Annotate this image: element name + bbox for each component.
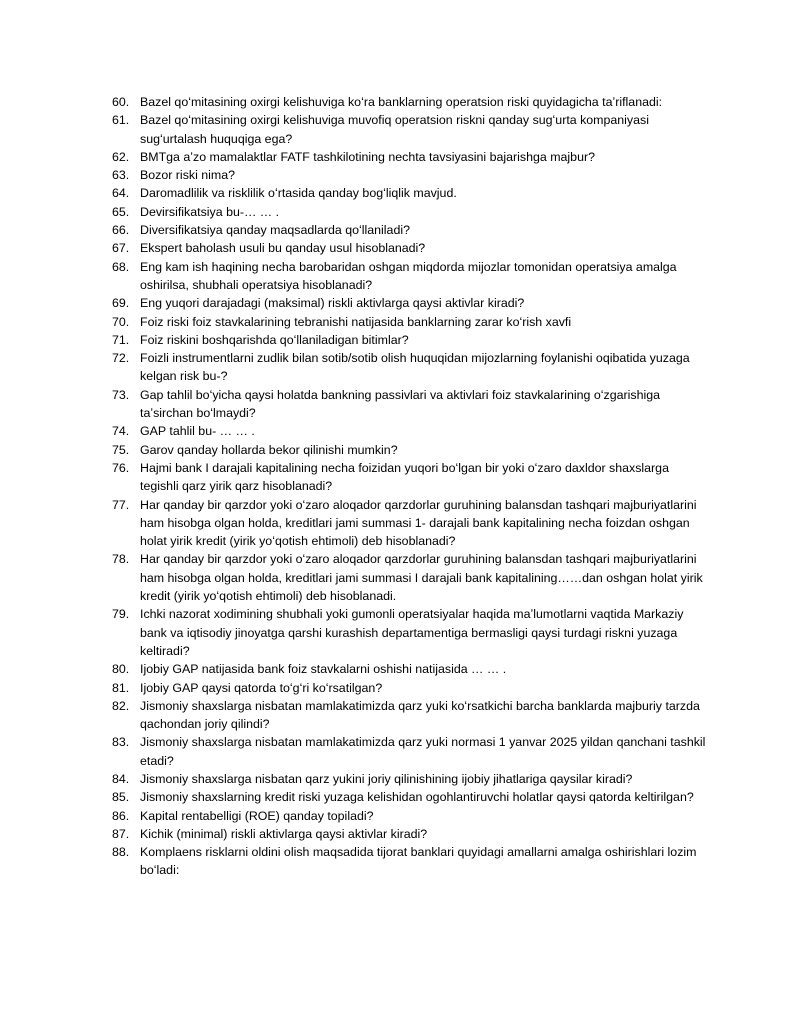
question-number: 82. [112, 698, 130, 713]
question-number: 84. [112, 771, 130, 786]
question-item [112, 313, 708, 331]
question-text: Kapital rentabelligi (ROE) qanday topiladi? [140, 808, 374, 823]
question-number: 77. [112, 497, 130, 512]
question-number: 71. [112, 332, 130, 347]
question-item [112, 239, 708, 257]
question-text: Bazel qoʻmitasining oxirgi kelishuviga muvofiq operatsion riskni qanday sugʻurta kompaniyasi sugʻurtalash huquqiga ega? [140, 113, 649, 146]
question-item [112, 733, 708, 770]
question-number: 78. [112, 552, 130, 567]
question-text: Ijobiy GAP natijasida bank foiz stavkalarni oshishi natijasida … … . [140, 662, 507, 677]
question-item [112, 386, 708, 423]
question-item [112, 807, 708, 825]
question-item [112, 697, 708, 734]
question-number: 64. [112, 186, 130, 201]
question-text: Daromadlilik va risklilik oʻrtasida qanday bogʻliqlik mavjud. [140, 186, 457, 201]
question-number: 60. [112, 95, 130, 109]
question-number: 65. [112, 204, 130, 219]
question-item [112, 496, 708, 551]
question-text: Foiz riski foiz stavkalarining tebranishi natijasida banklarning zarar koʻrish xavfi [140, 314, 572, 329]
question-number: 73. [112, 387, 130, 402]
question-item [112, 459, 708, 496]
question-text: Eng yuqori darajadagi (maksimal) riskli aktivlarga qaysi aktivlar kiradi? [140, 296, 525, 311]
question-item [112, 111, 708, 148]
question-text: BMTga aʼzo mamalaktlar FATF tashkilotining nechta tavsiyasini bajarishga majbur? [140, 149, 595, 164]
question-item [112, 422, 708, 440]
question-text: Garov qanday hollarda bekor qilinishi mumkin? [140, 442, 398, 457]
question-text: Gap tahlil boʻyicha qaysi holatda bankning passivlari va aktivlari foiz stavkalarining oʻzgarishiga taʼsirchan boʻlmaydi? [140, 387, 660, 421]
question-item [112, 660, 708, 678]
question-number: 76. [112, 460, 130, 475]
question-number: 72. [112, 351, 130, 366]
question-text: Ichki nazorat xodimining shubhali yoki gumonli operatsiyalar haqida maʼlumotlarni vaqtida Markaziy bank va iqtisodiy jinoyatga qarshi kurashish departamentiga bermasligi qaysi turdagi riskni yuzaga keltiradi? [140, 607, 684, 658]
question-item [112, 184, 708, 202]
question-text: Har qanday bir qarzdor yoki oʻzaro aloqador qarzdorlar guruhining balansdan tashqari majburiyatlarini ham hisobga olgan holda, kreditlari jami summasi 1- darajali bank kapitalining necha foizdan oshgan holat yirik kredit (yirik yoʻqotish ehtimoli) deb hisoblanadi? [140, 497, 697, 549]
question-item [112, 203, 708, 221]
question-number: 70. [112, 314, 130, 329]
question-item [112, 550, 708, 605]
question-text: Komplaens risklarni oldini olish maqsadida tijorat banklari quyidagi amallarni amalga oshirishlari lozim boʻladi: [140, 845, 697, 878]
question-text: Hajmi bank I darajali kapitalining necha foizidan yuqori boʻlgan bir yoki oʻzaro daxldor shaxslarga tegishli qarz yirik qarz hisoblanadi? [140, 460, 669, 494]
question-text: Jismoniy shaxslarning kredit riski yuzaga kelishidan ogohlantiruvchi holatlar qaysi qatorda keltirilgan? [140, 790, 694, 805]
question-item [112, 93, 708, 111]
question-text: Jismoniy shaxslarga nisbatan mamlakatimizda qarz yuki koʻrsatkichi barcha banklarda majburiy tarzda qachondan joriy qilindi? [140, 698, 700, 732]
question-text: Ijobiy GAP qaysi qatorda toʻgʻri koʻrsatilgan? [140, 680, 383, 695]
question-number: 67. [112, 241, 130, 256]
question-text: GAP tahlil bu- … … . [140, 424, 255, 439]
question-text: Jismoniy shaxslarga nisbatan qarz yukini joriy qilinishining ijobiy jihatlariga qaysilar kiradi? [140, 771, 633, 786]
question-item [112, 331, 708, 349]
question-item [112, 770, 708, 788]
question-list [112, 93, 708, 880]
question-number: 62. [112, 149, 130, 164]
question-number: 87. [112, 826, 130, 841]
question-text: Har qanday bir qarzdor yoki oʻzaro aloqador qarzdorlar guruhining balansdan tashqari majburiyatlarini ham hisobga olgan holda, kreditlari jami summasi I darajali bank kapitalining……dan oshgan holat yirik kredit (yirik yoʻqotish ehtimoli) deb hisoblanadi. [140, 552, 703, 604]
question-item [112, 221, 708, 239]
question-item [112, 825, 708, 843]
question-text: Ekspert baholash usuli bu qanday usul hisoblanadi? [140, 241, 426, 256]
question-number: 68. [112, 259, 130, 274]
question-text: Foiz riskini boshqarishda qoʻllaniladigan bitimlar? [140, 332, 409, 347]
question-number: 66. [112, 223, 130, 238]
question-number: 75. [112, 442, 130, 457]
question-text: Bozor riski nima? [140, 168, 236, 183]
question-text: Kichik (minimal) riskli aktivlarga qaysi aktivlar kiradi? [140, 826, 428, 841]
question-item [112, 166, 708, 184]
question-number: 83. [112, 735, 130, 750]
question-number: 80. [112, 662, 130, 677]
question-number: 81. [112, 680, 130, 695]
question-item [112, 258, 708, 295]
question-number: 69. [112, 296, 130, 311]
question-number: 61. [112, 113, 130, 128]
question-item [112, 441, 708, 459]
question-item [112, 294, 708, 312]
question-item [112, 605, 708, 660]
question-number: 88. [112, 845, 130, 860]
question-text: Eng kam ish haqining necha barobaridan oshgan miqdorda mijozlar tomonidan operatsiya amalga oshirilsa, shubhali operatsiya hisoblanadi? [140, 259, 677, 292]
question-number: 74. [112, 424, 130, 439]
question-number: 63. [112, 168, 130, 183]
question-text: Bazel qoʻmitasining oxirgi kelishuviga koʻra banklarning operatsion riski quyidagicha taʼriflanadi: [140, 95, 663, 109]
question-item [112, 788, 708, 806]
question-item [112, 148, 708, 166]
question-number: 79. [112, 607, 130, 622]
question-item [112, 679, 708, 697]
question-number: 85. [112, 790, 130, 805]
question-item [112, 843, 708, 880]
question-text: Devirsifikatsiya bu-… … . [140, 204, 280, 219]
question-text: Jismoniy shaxslarga nisbatan mamlakatimizda qarz yuki normasi 1 yanvar 2025 yildan qanchani tashkil etadi? [140, 735, 706, 768]
question-number: 86. [112, 808, 130, 823]
question-text: Foizli instrumentlarni zudlik bilan sotib/sotib olish huquqidan mijozlarning foylanishi oqibatida yuzaga kelgan risk bu-? [140, 351, 690, 384]
question-item [112, 349, 708, 386]
question-text: Diversifikatsiya qanday maqsadlarda qoʻllaniladi? [140, 223, 410, 238]
